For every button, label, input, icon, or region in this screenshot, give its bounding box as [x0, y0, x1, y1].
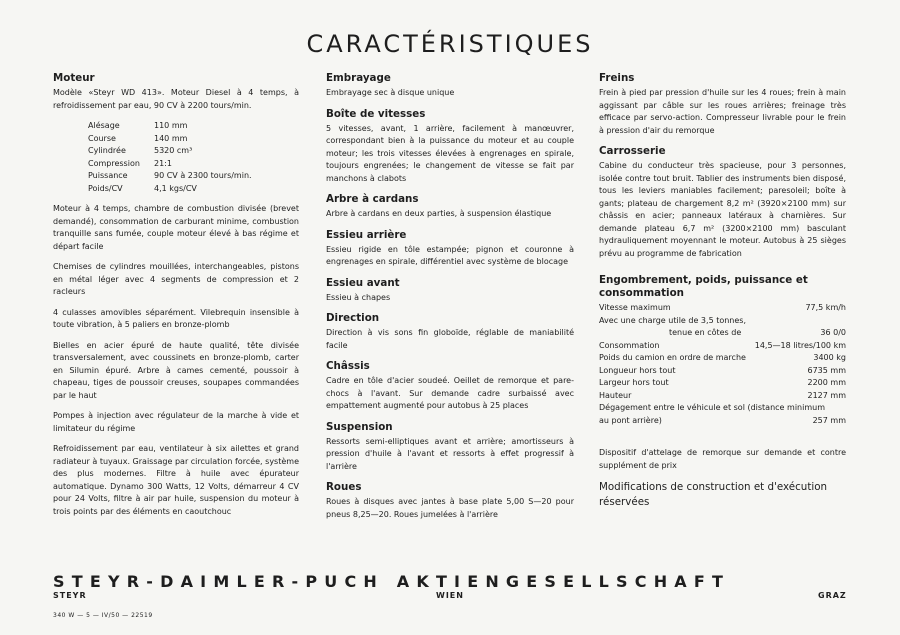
heading-encombrement: Engombrement, poids, puissance et consommation — [599, 274, 808, 299]
heading-arbre: Arbre à cardans — [326, 193, 419, 205]
dimension-row — [599, 415, 846, 428]
dimension-label: Largeur hors tout — [599, 378, 669, 387]
moteur-paragraph: 4 culasses amovibles séparément. Vilebrequin insensible à toute vibration, à 5 paliers en bronze-plomb — [53, 307, 299, 329]
heading-moteur: Moteur — [53, 72, 95, 84]
column-body — [599, 72, 846, 512]
spec-row — [88, 170, 252, 183]
print-code: 340 W — 5 — IV/50 — 22519 — [53, 612, 153, 619]
dimension-value: 36 0/0 — [820, 328, 846, 337]
dimension-value: 14,5—18 litres/100 km — [754, 340, 846, 350]
dimensions-table — [599, 302, 846, 427]
dimension-label: au pont arrière) — [599, 415, 662, 425]
dimension-row — [599, 377, 846, 390]
dimension-label: Avec une charge utile de 3,5 tonnes, — [599, 315, 746, 325]
spec-value: 5320 cm³ — [154, 146, 193, 155]
dimension-row — [599, 327, 846, 340]
dimension-label: Longueur hors tout — [599, 365, 676, 375]
company-name: STEYR-DAIMLER-PUCH AKTIENGESELLSCHAFT — [53, 572, 731, 591]
city-wien: WIEN — [436, 591, 464, 600]
dimension-value: 6735 mm — [807, 365, 846, 375]
spec-row — [88, 145, 252, 158]
spec-row — [88, 120, 252, 133]
heading-chassis: Châssis — [326, 360, 370, 372]
dimension-label: Poids du camion en ordre de marche — [599, 353, 746, 362]
dimension-value: 2127 mm — [807, 390, 846, 400]
spec-label: Alésage — [88, 121, 120, 130]
dimension-row — [599, 315, 846, 328]
spec-value: 90 CV à 2300 tours/min. — [154, 171, 252, 180]
spec-label: Course — [88, 133, 116, 143]
heading-freins: Freins — [599, 72, 635, 84]
text-suspension: Ressorts semi-elliptiques avant et arrière; amortisseurs à pression d'huile à l'avant et ressorts à effet progressif à l'arrière — [326, 436, 574, 471]
dimension-label: Consommation — [599, 340, 660, 350]
spec-label: Poids/CV — [88, 183, 123, 193]
text-essieu-avant: Essieu à chapes — [326, 292, 391, 302]
moteur-paragraph: Pompes à injection avec régulateur de la marche à vide et limitateur du régime — [53, 411, 299, 433]
moteur-paragraph: Chemises de cylindres mouillées, interchangeables, pistons en métal léger avec 4 segments de compression et 2 racleurs — [53, 262, 299, 296]
spec-value: 140 mm — [154, 133, 188, 143]
heading-direction: Direction — [326, 312, 380, 324]
dimension-row — [599, 352, 846, 365]
heading-boite: Boîte de vitesses — [326, 107, 426, 120]
text-essieu-arriere: Essieu rigide en tôle estampée; pignon et couronne à engrenages en spirale, différentiel avec système de blocage — [326, 244, 574, 266]
dimension-row — [599, 365, 846, 378]
text-roues: Roues à disques avec jantes à base plate 5,00 S—20 pour pneus 8,25—20. Roues jumelées à l'arrière — [326, 497, 574, 519]
spec-value: 110 mm — [154, 121, 188, 130]
spec-label: Puissance — [88, 171, 128, 180]
moteur-paragraph: Bielles en acier épuré de haute qualité, tête divisée transversalement, avec coussinets en bronze-plomb, carter en Silumin épuré. Arbre à cames cementé, poussoir à chapeau, tiges de poussoir creuses, soupapes commandées par le haut — [53, 340, 299, 400]
text-dispositif: Dispositif d'attelage de remorque sur demande et contre supplément de prix — [599, 448, 846, 470]
dimension-row — [599, 390, 846, 403]
column-transmission — [326, 72, 574, 529]
spec-row — [88, 158, 252, 171]
dimension-row — [599, 340, 846, 353]
spec-value: 21:1 — [154, 158, 172, 168]
moteur-paragraph: Moteur à 4 temps, chambre de combustion divisée (brevet demandé), consommation de carburant minime, combustion tranquille sans fumée, couple moteur élevé à bas régime et départ facile — [53, 204, 299, 251]
text-direction: Direction à vis sons fin globoïde, réglable de maniabilité facile — [326, 328, 574, 350]
page-title: CARACTÉRISTIQUES — [306, 30, 594, 58]
spec-label: Compression — [88, 158, 140, 168]
text-embrayage: Embrayage sec à disque unique — [326, 88, 455, 97]
dimension-value — [751, 315, 846, 328]
heading-essieu-arriere: Essieu arrière — [326, 228, 407, 241]
text-freins: Frein à pied par pression d'huile sur les 4 roues; frein à main aggissant par câble sur les roues arrières; freinage très efficace par servo-action. Compresseur livrable pour le frein à pression d'air du remorque — [599, 88, 846, 135]
dimension-label: Vitesse maximum — [599, 303, 671, 312]
spec-row — [88, 133, 252, 146]
dimension-label: Dégagement entre le véhicule et sol (distance minimum — [599, 403, 825, 412]
column-moteur — [53, 72, 299, 526]
dimension-label: tenue en côtes de — [669, 328, 742, 337]
text-arbre: Arbre à cardans en deux parties, à suspension élastique — [326, 209, 552, 218]
spec-value: 4,1 kgs/CV — [154, 183, 197, 193]
heading-suspension: Suspension — [326, 420, 393, 433]
dimension-value: 77,5 km/h — [805, 303, 846, 312]
dimension-label: Hauteur — [599, 390, 632, 400]
city-steyr: STEYR — [53, 591, 87, 600]
dimension-row — [599, 302, 846, 315]
city-graz: GRAZ — [818, 591, 847, 600]
text-boite: 5 vitesses, avant, 1 arrière, facilement à manœuvrer, correspondant bien à la puissance du moteur et au couple moteur; les trois vitesses élevées à engrenages en spirale, toujours engrenées; le changement de vitesse se fait par manchons à clabots — [326, 123, 574, 183]
moteur-intro: Modèle «Steyr WD 413». Moteur Diesel à 4 temps, à refroidissement par eau, 90 CV à 2200 tours/min. — [53, 88, 299, 110]
dimension-value: 257 mm — [812, 415, 846, 425]
text-chassis: Cadre en tôle d'acier soudeé. Oeillet de remorque et pare-chocs à l'avant. Sur demande cadre surbaissé avec empattement augmenté pour autobus à 25 places — [326, 376, 574, 410]
engine-specs-table — [88, 120, 252, 195]
heading-essieu-avant: Essieu avant — [326, 276, 400, 289]
spec-label: Cylindrée — [88, 146, 126, 155]
text-modifications: Modifications de construction et d'exécution réservées — [599, 481, 828, 508]
dimension-row — [599, 402, 846, 415]
moteur-paragraph: Refroidissement par eau, ventilateur à six ailettes et grand radiateur à tuyaux. Graissage par circulation forcée, système des plus modernes. Filtre à huile avec épurateur automatique. Dynamo 300 Watts, 12 Volts, démarreur 4 CV pour 24 Volts, filtre à air par huile, suspension du moteur à trois points par des éléments en caoutchouc — [53, 444, 299, 516]
dimension-value: 2200 mm — [807, 378, 846, 387]
text-carrosserie: Cabine du conducteur très spacieuse, pour 3 personnes, isolée contre tout bruit. Tablier des instruments bien disposé, tous les leviers maniables facilement; paresoleil; boîte à gants; plateau de chargement 8,2 m² (3920×2100 mm) sur châssis en acier; panneaux latéraux à charnières. Sur demande plateau 6,7 m² (3200×2100 mm) basculant hydrauliquement moyennant le moteur. Autobus à 25 sièges prévu au programme de fabrication — [599, 161, 846, 258]
spec-row — [88, 183, 252, 196]
heading-embrayage: Embrayage — [326, 72, 391, 84]
heading-roues: Roues — [326, 481, 362, 493]
heading-carrosserie: Carrosserie — [599, 145, 666, 157]
dimension-value: 3400 kg — [813, 353, 846, 362]
